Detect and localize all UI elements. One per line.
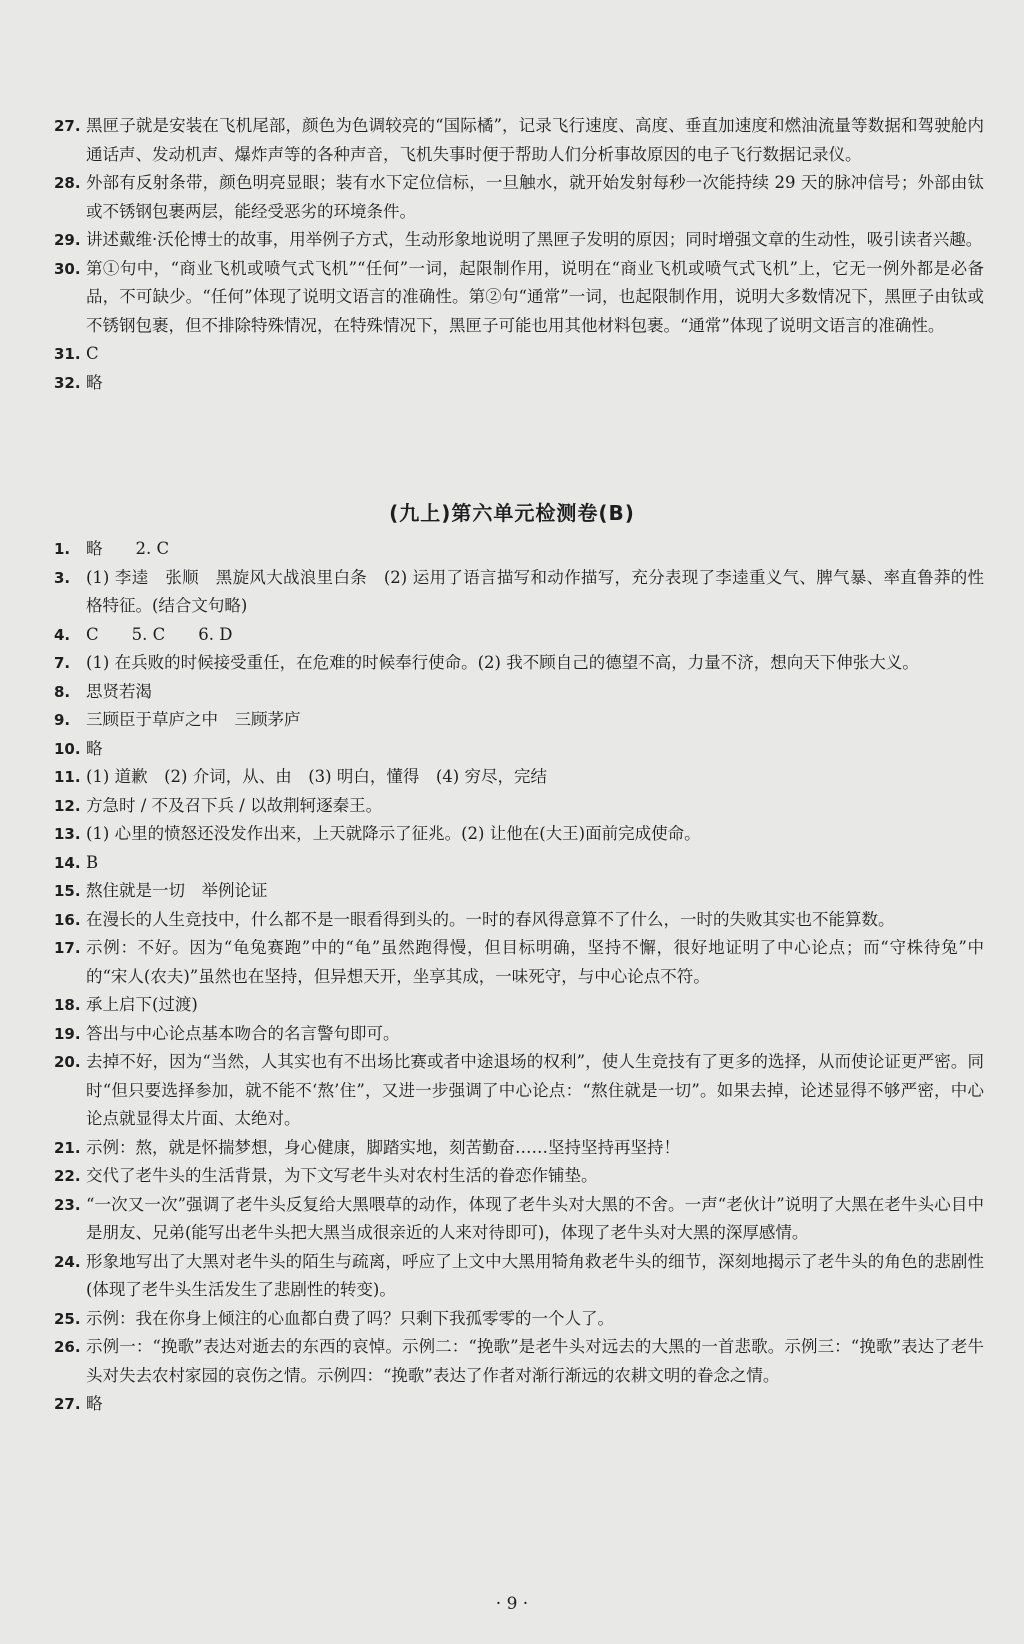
answer-text: 略 2. C: [86, 539, 170, 558]
answer-number: 20.: [54, 1053, 81, 1071]
answer-item: [54, 792, 984, 821]
answer-list-top: [54, 112, 984, 397]
answer-text: 示例：不好。因为“龟兔赛跑”中的“龟”虽然跑得慢，但目标明确，坚持不懈，很好地证明了中心论点；而“守株待兔”中的“宋人(农夫)”虽然也在坚持，但异想天开，坐享其成，一味死守，与中心论点不符。: [86, 938, 984, 986]
answer-item: [54, 877, 984, 906]
answer-number: 22.: [54, 1167, 81, 1185]
answer-text: 黑匣子就是安装在飞机尾部，颜色为色调较亮的“国际橘”，记录飞行速度、高度、垂直加速度和燃油流量等数据和驾驶舱内通话声、发动机声、爆炸声等的各种声音，飞机失事时便于帮助人们分析事故原因的电子飞行数据记录仪。: [86, 116, 984, 164]
answer-text: 讲述戴维·沃伦博士的故事，用举例子方式，生动形象地说明了黑匣子发明的原因；同时增强文章的生动性，吸引读者兴趣。: [86, 230, 983, 249]
answer-item: [54, 906, 984, 935]
answer-number: 13.: [54, 825, 81, 843]
answer-item: [54, 112, 984, 169]
answer-number: 16.: [54, 910, 81, 929]
answer-item: [54, 1134, 984, 1163]
answer-item: [54, 340, 984, 369]
answer-item: [54, 1390, 984, 1419]
answer-number: 4.: [54, 625, 71, 644]
answer-text: 外部有反射条带，颜色明亮显眼；装有水下定位信标，一旦触水，就开始发射每秒一次能持续 29 天的脉冲信号；外部由钛或不锈钢包裹两层，能经受恶劣的环境条件。: [86, 173, 984, 221]
answer-number: 12.: [54, 796, 81, 815]
answer-item: [54, 535, 984, 564]
answer-item: [54, 1333, 984, 1390]
answer-item: [54, 649, 984, 678]
answer-text: 示例：熬，就是怀揣梦想，身心健康，脚踏实地，刻苦勤奋……坚持坚持再坚持！: [86, 1137, 680, 1157]
answer-text: 略: [86, 738, 103, 758]
answer-item: [54, 621, 984, 650]
answer-text: 形象地写出了大黑对老牛头的陌生与疏离，呼应了上文中大黑用犄角救老牛头的细节，深刻地揭示了老牛头的角色的悲剧性(体现了老牛头生活发生了悲剧性的转变)。: [86, 1251, 984, 1299]
answer-item: [54, 735, 984, 764]
answer-number: 23.: [54, 1195, 81, 1214]
answer-item: [54, 1305, 984, 1334]
answer-number: 30.: [54, 259, 81, 278]
answer-number: 26.: [54, 1338, 81, 1356]
answer-number: 31.: [54, 345, 81, 363]
answer-text: B: [86, 852, 99, 872]
answer-number: 24.: [54, 1252, 81, 1271]
answer-number: 29.: [54, 231, 81, 249]
answer-number: 17.: [54, 939, 81, 957]
answer-text: 示例：我在你身上倾注的心血都白费了吗？只剩下我孤零零的一个人了。: [86, 1308, 614, 1328]
answer-item: [54, 763, 984, 792]
answer-text: 熬住就是一切 举例论证: [86, 881, 268, 900]
answer-number: 32.: [54, 373, 81, 392]
answer-number: 10.: [54, 739, 81, 758]
answer-number: 27.: [54, 1395, 81, 1413]
answer-text: C: [86, 344, 99, 363]
answer-item: [54, 369, 984, 398]
answer-text: 略: [86, 372, 103, 392]
answer-item: [54, 820, 984, 849]
answer-number: 14.: [54, 853, 81, 872]
answer-text: (1) 在兵败的时候接受重任，在危难的时候奉行使命。(2) 我不顾自己的德望不高，力量不济，想向天下伸张大义。: [86, 653, 919, 672]
answer-item: [54, 1020, 984, 1049]
answer-text: 承上启下(过渡): [86, 995, 198, 1014]
answer-item: [54, 934, 984, 991]
answer-text: 答出与中心论点基本吻合的名言警句即可。: [86, 1023, 400, 1043]
answer-text: 方急时 / 不及召下兵 / 以故荆轲逐秦王。: [86, 795, 383, 815]
answer-text: 交代了老牛头的生活背景，为下文写老牛头对农村生活的眷恋作铺垫。: [86, 1166, 598, 1185]
answer-item: [54, 564, 984, 621]
answer-text: 第①句中，“商业飞机或喷气式飞机”“任何”一词，起限制作用，说明在“商业飞机或喷气式飞机”上，它无一例外都是必备品，不可缺少。“任何”体现了说明文语言的准确性。第②句“通常”一词，也起限制作用，说明大多数情况下，黑匣子由钛或不锈钢包裹，但不排除特殊情况，在特殊情况下，黑匣子可能也用其他材料包裹。“通常”体现了说明文语言的准确性。: [86, 258, 984, 335]
answer-item: [54, 706, 984, 735]
answer-number: 11.: [54, 768, 81, 786]
answer-item: [54, 226, 984, 255]
answer-item: [54, 169, 984, 226]
answer-number: 18.: [54, 996, 81, 1014]
answer-text: 三顾臣于草庐之中 三顾茅庐: [86, 710, 301, 729]
answer-text: C 5. C 6. D: [86, 624, 233, 644]
answer-text: 示例一：“挽歌”表达对逝去的东西的哀悼。示例二：“挽歌”是老牛头对远去的大黑的一首悲歌。示例三：“挽歌”表达了老牛头对失去农村家园的哀伤之情。示例四：“挽歌”表达了作者对渐行渐远的农耕文明的眷念之情。: [86, 1337, 984, 1385]
answer-number: 19.: [54, 1024, 81, 1043]
page-number: · 9 ·: [495, 1594, 529, 1614]
answer-text: 去掉不好，因为“当然，人其实也有不出场比赛或者中途退场的权利”，使人生竞技有了更多的选择，从而使论证更严密。同时“但只要选择参加，就不能不‘熬’住”，又进一步强调了中心论点：“熬住就是一切”。如果去掉，论述显得不够严密，中心论点就显得太片面、太绝对。: [86, 1052, 984, 1128]
section-heading: (九上)第六单元检测卷(B): [389, 501, 635, 525]
answer-item: [54, 1248, 984, 1305]
answer-number: 25.: [54, 1309, 81, 1328]
answer-number: 27.: [54, 117, 81, 135]
answer-text: 略: [86, 1394, 103, 1413]
answer-list-unit6b: [54, 535, 984, 1419]
answer-text: (1) 心里的愤怒还没发作出来，上天就降示了征兆。(2) 让他在(大王)面前完成使命。: [86, 824, 701, 843]
answer-text: 思贤若渴: [86, 681, 152, 701]
answer-number: 15.: [54, 882, 81, 900]
answer-number: 8.: [54, 682, 71, 701]
answer-item: [54, 678, 984, 707]
answer-number: 7.: [54, 654, 71, 672]
answer-item: [54, 849, 984, 878]
answer-text: (1) 道歉 (2) 介词，从、由 (3) 明白，懂得 (4) 穷尽，完结: [86, 767, 547, 786]
answer-number: 9.: [54, 711, 71, 729]
answer-text: “一次又一次”强调了老牛头反复给大黑喂草的动作，体现了老牛头对大黑的不舍。一声“老伙计”说明了大黑在老牛头心目中是朋友、兄弟(能写出老牛头把大黑当成很亲近的人来对待即可)，体现了老牛头对大黑的深厚感情。: [86, 1194, 984, 1242]
answer-item: [54, 255, 984, 341]
answer-number: 28.: [54, 174, 81, 192]
answer-number: 1.: [54, 540, 71, 558]
answer-number: 21.: [54, 1138, 81, 1157]
answer-item: [54, 1162, 984, 1191]
answer-text: (1) 李逵 张顺 黑旋风大战浪里白条 (2) 运用了语言描写和动作描写，充分表现了李逵重义气、脾气暴、率直鲁莽的性格特征。(结合文句略): [86, 567, 984, 615]
answer-item: [54, 1048, 984, 1134]
answer-text: 在漫长的人生竞技中，什么都不是一眼看得到头的。一时的春风得意算不了什么，一时的失败其实也不能算数。: [86, 909, 895, 929]
answer-number: 3.: [54, 568, 71, 587]
answer-item: [54, 991, 984, 1020]
answer-item: [54, 1191, 984, 1248]
